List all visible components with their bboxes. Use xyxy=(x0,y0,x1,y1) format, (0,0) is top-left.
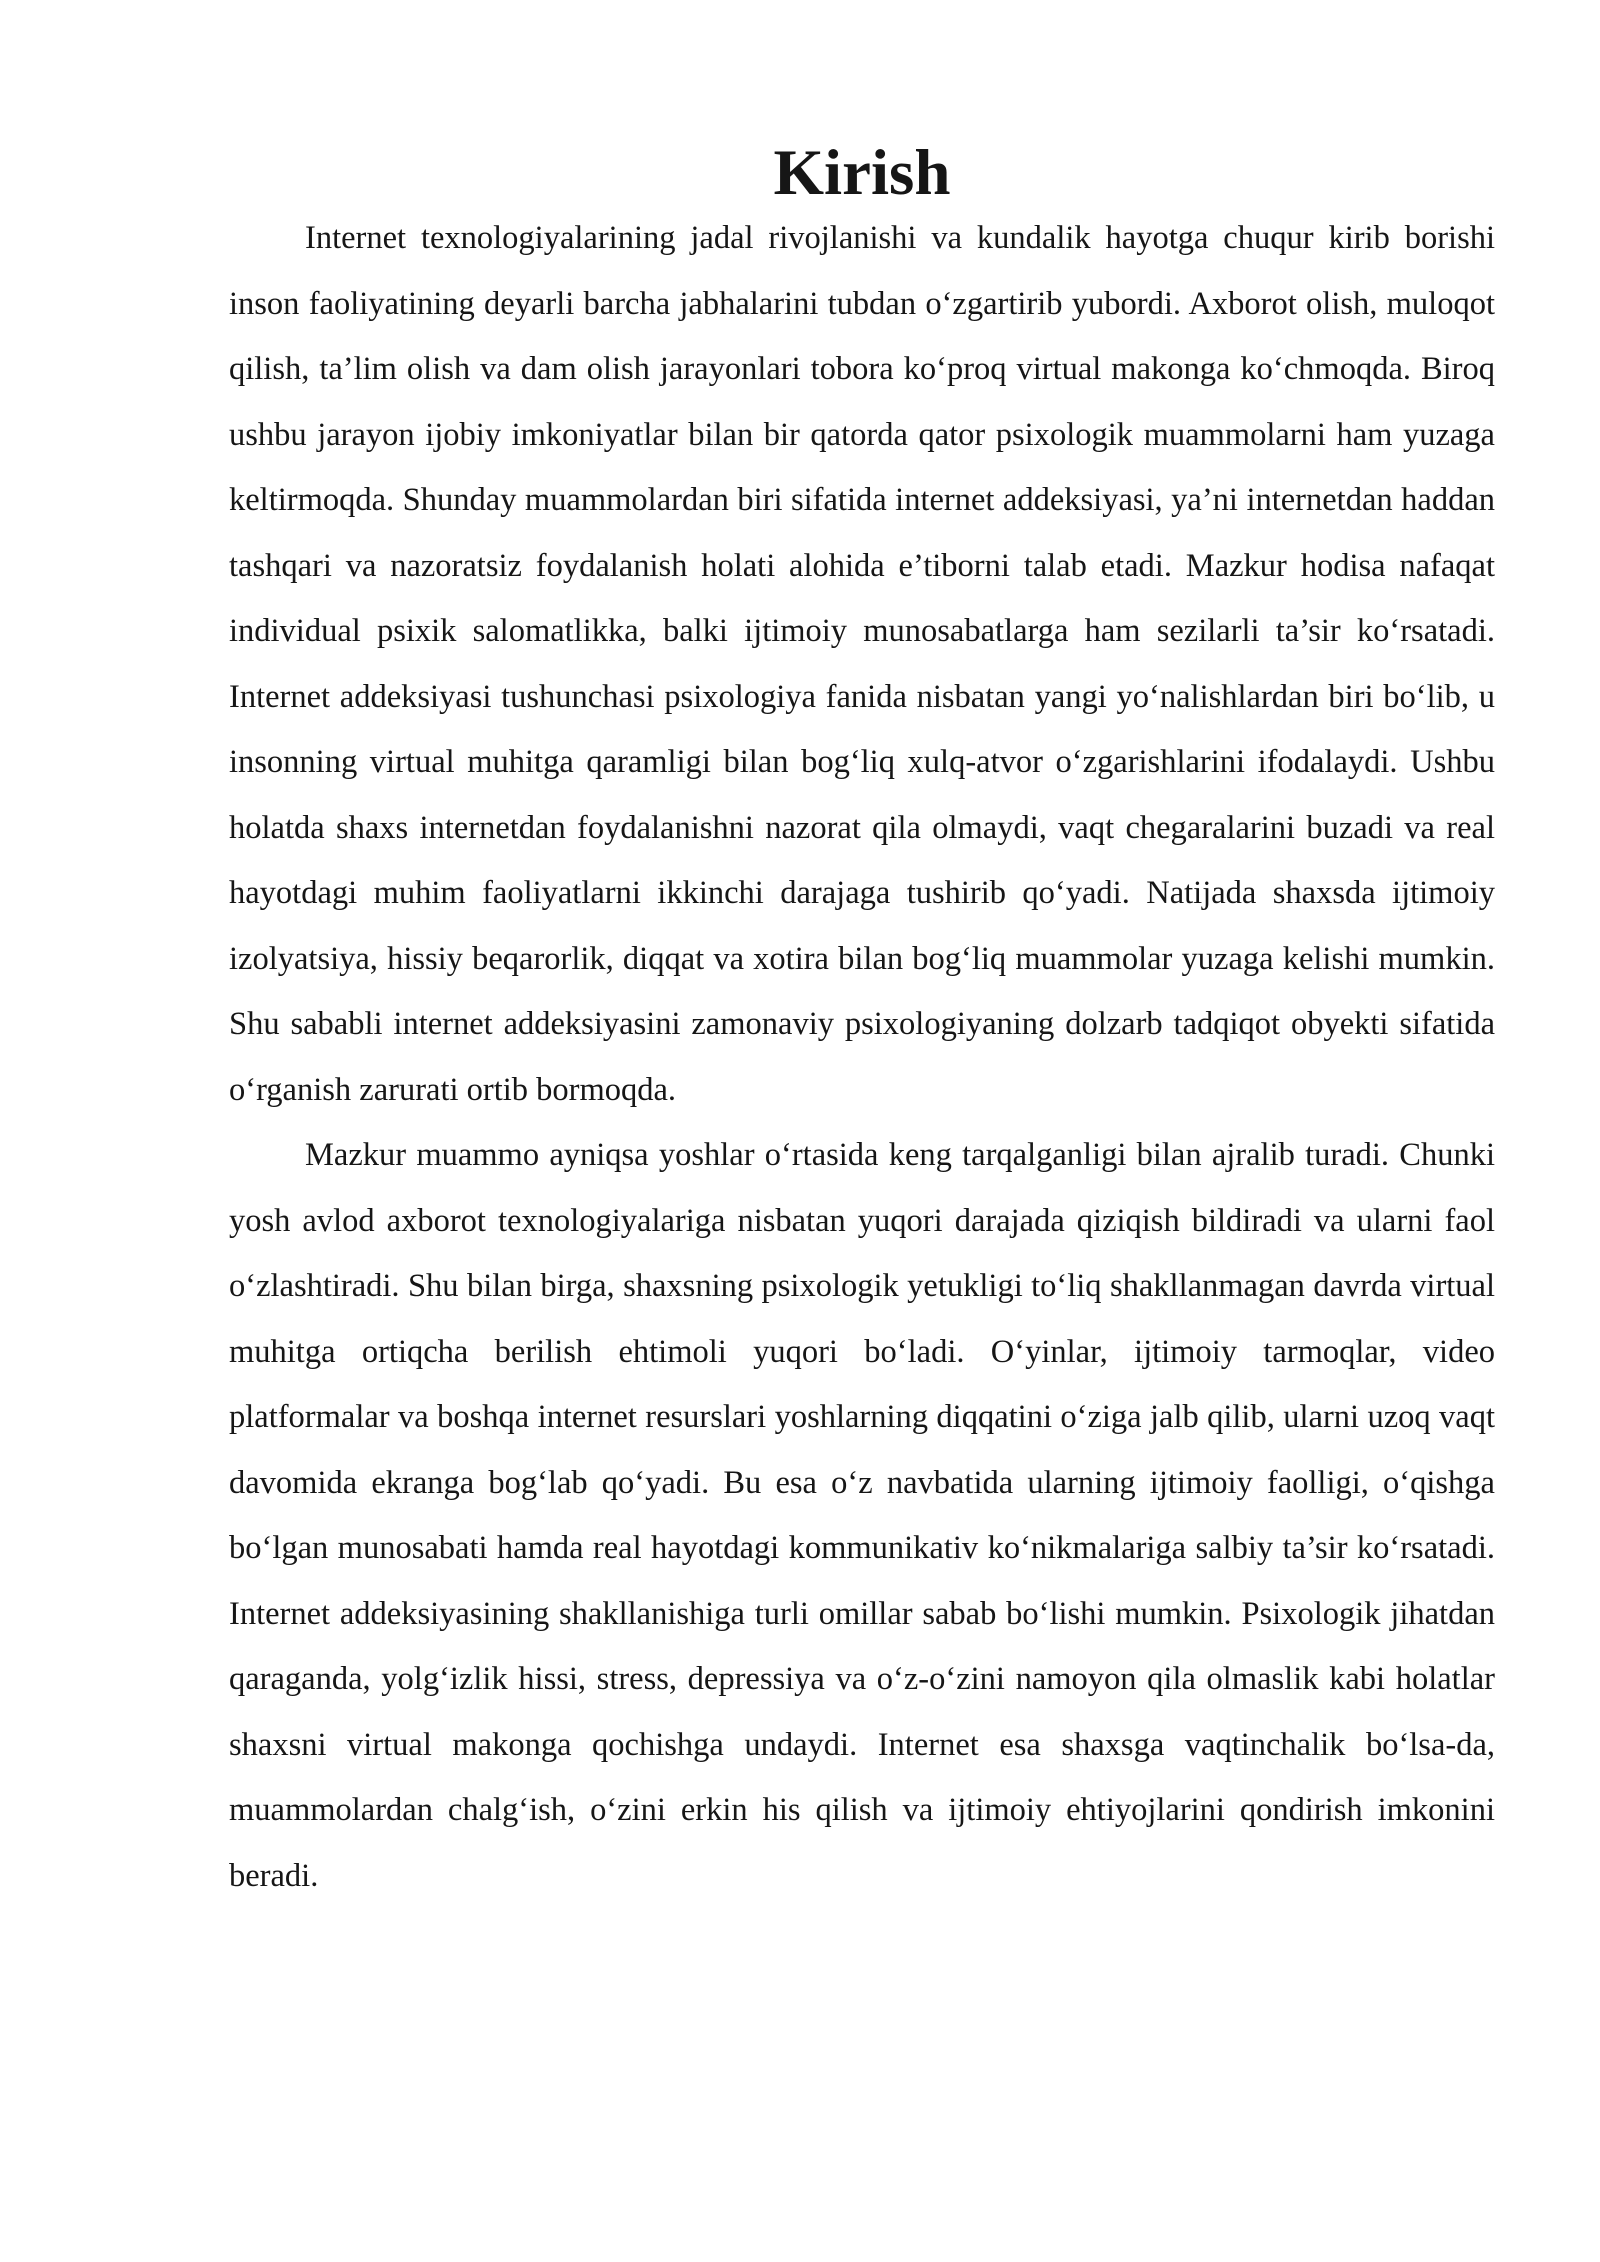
section-title: Kirish xyxy=(773,137,951,209)
paragraph-2: Mazkur muammo ayniqsa yoshlar o‘rtasida keng tarqalganligi bilan ajralib turadi. Chunki yosh avlod axborot texnologiyalariga nisbatan yuqori darajada qiziqish bildiradi va ularni faol o‘zlashtiradi. Shu bilan birga, shaxsning psixologik yetukligi to‘liq shakllanmagan davrda virtual muhitga ortiqcha berilish ehtimoli yuqori bo‘ladi. O‘yinlar, ijtimoiy tarmoqlar, video platformalar va boshqa internet resurslari yoshlarning diqqatini o‘ziga jalb qilib, ularni uzoq vaqt davomida ekranga bog‘lab qo‘yadi. Bu esa o‘z navbatida ularning ijtimoiy faolligi, o‘qishga bo‘lgan munosabati hamda real hayotdagi kommunikativ ko‘nikmalariga salbiy ta’sir ko‘rsatadi. Internet addeksiyasining shakllanishiga turli omillar sabab bo‘lishi mumkin. Psixologik jihatdan qaraganda, yolg‘izlik hissi, stress, depressiya va o‘z-o‘zini namoyon qila olmaslik kabi holatlar shaxsni virtual makonga qochishga undaydi. Internet esa shaxsga vaqtinchalik bo‘lsa-da, muammolardan chalg‘ish, o‘zini erkin his qilish va ijtimoiy ehtiyojlarini qondirish imkonini beradi. xyxy=(229,1137,1495,1894)
document-body xyxy=(229,137,1495,1909)
paragraph-1: Internet texnologiyalarining jadal rivojlanishi va kundalik hayotga chuqur kirib borishi inson faoliyatining deyarli barcha jabhalarini tubdan o‘zgartirib yubordi. Axborot olish, muloqot qilish, ta’lim olish va dam olish jarayonlari tobora ko‘proq virtual makonga ko‘chmoqda. Biroq ushbu jarayon ijobiy imkoniyatlar bilan bir qatorda qator psixologik muammolarni ham yuzaga keltirmoqda. Shunday muammolardan biri sifatida internet addeksiyasi, ya’ni internetdan haddan tashqari va nazoratsiz foydalanish holati alohida e’tiborni talab etadi. Mazkur hodisa nafaqat individual psixik salomatlikka, balki ijtimoiy munosabatlarga ham sezilarli ta’sir ko‘rsatadi. Internet addeksiyasi tushunchasi psixologiya fanida nisbatan yangi yo‘nalishlardan biri bo‘lib, u insonning virtual muhitga qaramligi bilan bog‘liq xulq-atvor o‘zgarishlarini ifodalaydi. Ushbu holatda shaxs internetdan foydalanishni nazorat qila olmaydi, vaqt chegaralarini buzadi va real hayotdagi muhim faoliyatlarni ikkinchi darajaga tushirib qo‘yadi. Natijada shaxsda ijtimoiy izolyatsiya, hissiy beqarorlik, diqqat va xotira bilan bog‘liq muammolar yuzaga kelishi mumkin. Shu sababli internet addeksiyasini zamonaviy psixologiyaning dolzarb tadqiqot obyekti sifatida o‘rganish zarurati ortib bormoqda. xyxy=(229,220,1495,1108)
